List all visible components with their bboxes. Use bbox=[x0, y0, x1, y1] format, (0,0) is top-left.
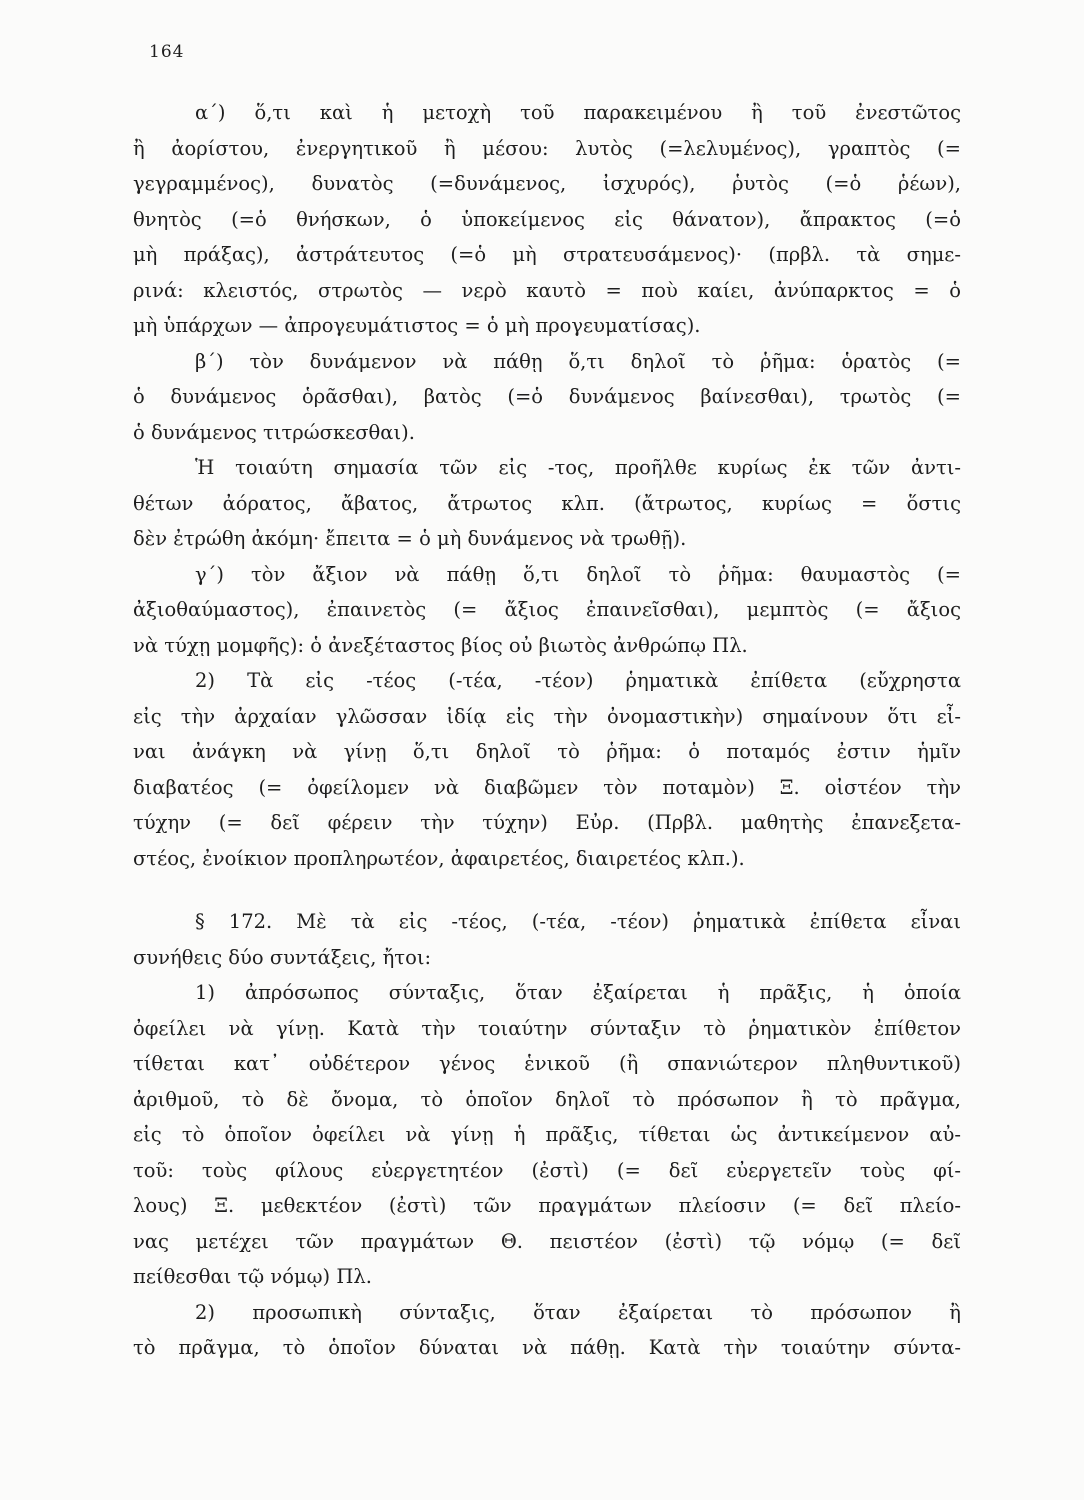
text-line: ὁ δυνάμενος ὁρᾶσθαι), βατὸς (=ὁ δυνάμενος βαίνεσθαι), τρωτὸς (= bbox=[133, 385, 961, 408]
text-line: γεγραμμένος), δυνατὸς (=δυνάμενος, ἰσχυρός), ῥυτὸς (=ὁ ῥέων), bbox=[133, 172, 961, 195]
text-line: ἢ ἀορίστου, ἐνεργητικοῦ ἢ μέσου: λυτὸς (=λελυμένος), γραπτὸς (= bbox=[133, 136, 961, 160]
text-line: θνητὸς (=ὁ θνήσκων, ὁ ὑποκείμενος εἰς θάνατον), ἄπρακτος (=ὁ bbox=[133, 207, 961, 231]
text-line: 2) προσωπικὴ σύνταξις, ὅταν ἐξαίρεται τὸ πρόσωπον ἢ bbox=[195, 1300, 961, 1324]
text-line: τοῦ: τοὺς φίλους εὐεργετητέον (ἐστὶ) (= δεῖ εὐεργετεῖν τοὺς φί- bbox=[133, 1158, 961, 1182]
text-line: εἰς τὴν ἀρχαίαν γλῶσσαν ἰδίᾳ εἰς τὴν ὀνομαστικὴν) σημαίνουν ὅτι εἶ- bbox=[133, 704, 961, 728]
text-line: στέος, ἐνοίκιον προπληρωτέον, ἀφαιρετέος, διαιρετέος κλπ.). bbox=[133, 846, 745, 870]
text-line: ρινά: κλειστός, στρωτὸς — νερὸ καυτὸ = ποὺ καίει, ἀνύπαρκτος = ὁ bbox=[133, 278, 961, 302]
text-line: τύχην (= δεῖ φέρειν τὴν τύχην) Εὐρ. (Πρβλ. μαθητὴς ἐπανεξετα- bbox=[133, 811, 961, 834]
page-number: 164 bbox=[149, 42, 185, 62]
text-line: θέτων ἀόρατος, ἄβατος, ἄτρωτος κλπ. (ἄτρωτος, κυρίως = ὅστις bbox=[133, 491, 961, 515]
text-line: διαβατέος (= ὀφείλομεν νὰ διαβῶμεν τὸν ποταμὸν) Ξ. οἰστέον τὴν bbox=[133, 775, 961, 799]
text-line: β΄) τὸν δυνάμενον νὰ πάθῃ ὅ,τι δηλοῖ τὸ ῥῆμα: ὁρατὸς (= bbox=[195, 349, 961, 373]
section-heading-line: § 172. Μὲ τὰ εἰς -τέος, (-τέα, -τέον) ῥηματικὰ ἐπίθετα εἶναι bbox=[195, 910, 961, 933]
page-body bbox=[133, 95, 961, 1366]
section-gap bbox=[133, 876, 961, 904]
text-line: τίθεται κατ᾽ οὐδέτερον γένος ἑνικοῦ (ἢ σπανιώτερον πληθυντικοῦ) bbox=[133, 1052, 961, 1075]
text-line: πείθεσθαι τῷ νόμῳ) Πλ. bbox=[133, 1265, 372, 1288]
text-line: 2) Τὰ εἰς -τέος (-τέα, -τέον) ῥηματικὰ ἐπίθετα (εὔχρηστα bbox=[195, 669, 961, 692]
text-line: μὴ πράξας), ἀστράτευτος (=ὁ μὴ στρατευσάμενος)· (πρβλ. τὰ σημε- bbox=[133, 243, 961, 266]
text-line: τὸ πρᾶγμα, τὸ ὁποῖον δύναται νὰ πάθῃ. Κατὰ τὴν τοιαύτην σύντα- bbox=[133, 1336, 961, 1359]
text-line: ἀριθμοῦ, τὸ δὲ ὄνομα, τὸ ὁποῖον δηλοῖ τὸ πρόσωπον ἢ τὸ πρᾶγμα, bbox=[133, 1087, 961, 1111]
text-line: α΄) ὅ,τι καὶ ἡ μετοχὴ τοῦ παρακειμένου ἢ τοῦ ἐνεστῶτος bbox=[195, 101, 961, 124]
text-line: γ΄) τὸν ἄξιον νὰ πάθῃ ὅ,τι δηλοῖ τὸ ῥῆμα: θαυμαστὸς (= bbox=[195, 562, 961, 586]
text-line: νὰ τύχῃ μομφῆς): ὁ ἀνεξέταστος βίος οὐ βιωτὸς ἀνθρώπῳ Πλ. bbox=[133, 633, 748, 657]
text-line: 1) ἀπρόσωπος σύνταξις, ὅταν ἐξαίρεται ἡ πρᾶξις, ἡ ὁποία bbox=[195, 981, 961, 1004]
text-line: Ἡ τοιαύτη σημασία τῶν εἰς -τος, προῆλθε κυρίως ἐκ τῶν ἀντι- bbox=[195, 456, 961, 479]
text-line: νας μετέχει τῶν πραγμάτων Θ. πειστέον (ἐστὶ) τῷ νόμῳ (= δεῖ bbox=[133, 1229, 961, 1253]
text-line: ὀφείλει νὰ γίνῃ. Κατὰ τὴν τοιαύτην σύνταξιν τὸ ῥηματικὸν ἐπίθετον bbox=[133, 1016, 961, 1040]
text-line: λους) Ξ. μεθεκτέον (ἐστὶ) τῶν πραγμάτων πλείοσιν (= δεῖ πλείο- bbox=[133, 1194, 961, 1217]
text-line: μὴ ὑπάρχων — ἀπρογευμάτιστος = ὁ μὴ προγευματίσας). bbox=[133, 314, 701, 337]
text-line: εἰς τὸ ὁποῖον ὀφείλει νὰ γίνῃ ἡ πρᾶξις, τίθεται ὡς ἀντικείμενον αὐ- bbox=[133, 1123, 961, 1146]
text-line: συνήθεις δύο συντάξεις, ἤτοι: bbox=[133, 945, 432, 969]
text-line: ὁ δυνάμενος τιτρώσκεσθαι). bbox=[133, 420, 415, 444]
text-line: ναι ἀνάγκη νὰ γίνῃ ὅ,τι δηλοῖ τὸ ῥῆμα: ὁ ποταμός ἐστιν ἡμῖν bbox=[133, 740, 961, 763]
text-line: ἀξιοθαύμαστος), ἐπαινετὸς (= ἄξιος ἐπαινεῖσθαι), μεμπτὸς (= ἄξιος bbox=[133, 598, 961, 621]
text-line: δὲν ἐτρώθη ἀκόμη· ἔπειτα = ὁ μὴ δυνάμενος νὰ τρωθῇ). bbox=[133, 527, 687, 550]
